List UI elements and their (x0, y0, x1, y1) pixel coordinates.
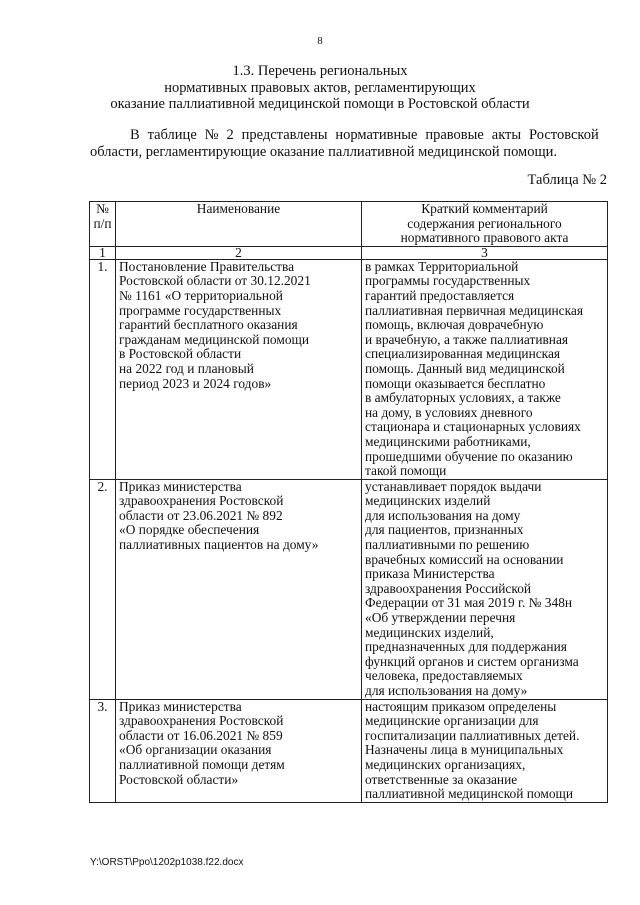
name-line: Приказ министерства (119, 698, 242, 714)
comment-line: помощь. Данный вид медицинской (365, 360, 565, 376)
index-cell: 1 (90, 246, 116, 259)
comment-line: настоящим приказом определены (365, 698, 557, 714)
acts-table (89, 201, 608, 803)
comment-line: помощь, включая доврачебную (365, 317, 544, 333)
comment-line: медицинских организациях, (365, 756, 526, 772)
row-comment-cell (362, 479, 608, 699)
name-line: здравоохранения Ростовской (119, 713, 284, 729)
comment-line: программы государственных (365, 273, 531, 289)
heading-line: нормативных правовых актов, регламентирующих (164, 79, 476, 96)
intro-line: области, регламентирующие оказание паллиативной медицинской помощи. (90, 144, 558, 160)
name-line: «О порядке обеспечения (119, 522, 260, 538)
name-line: паллиативной помощи детям (119, 756, 285, 772)
name-line: на 2022 год и плановый (119, 360, 254, 376)
table-index-row (90, 246, 608, 259)
name-line: Приказ министерства (119, 478, 242, 494)
header-comment-cell (362, 202, 608, 247)
row-comment-cell (362, 699, 608, 802)
name-line: «Об организации оказания (119, 742, 272, 758)
name-line: Постановление Правительства (119, 258, 295, 274)
name-line: паллиативных пациентов на дому» (119, 537, 319, 553)
comment-line: прошедшими обучение по оказанию (365, 448, 573, 464)
row-number-cell: 2. (90, 479, 116, 699)
comment-line: такой помощи (365, 463, 447, 479)
comment-line: и врачебную, а также паллиативная (365, 331, 569, 347)
table-header-row (90, 202, 608, 247)
name-line: программе государственных (119, 302, 282, 318)
header-num-cell (90, 202, 116, 247)
file-path-footer: Y:\ORST\Ppo\1202p1038.f22.docx (90, 857, 244, 868)
page-number: 8 (317, 35, 323, 47)
comment-line: медицинских изделий, (365, 624, 494, 640)
header-name-cell: Наименование (116, 202, 362, 247)
name-line: № 1161 «О территориальной (119, 287, 283, 303)
row-number-cell: 1. (90, 259, 116, 479)
row-comment-cell (362, 259, 608, 479)
name-line: здравоохранения Ростовской (119, 493, 284, 509)
intro-paragraph (90, 127, 610, 161)
comment-line: для пациентов, признанных (365, 522, 524, 538)
comment-line: в амбулаторных условиях, а также (365, 390, 561, 406)
comment-line: госпитализации паллиативных детей. (365, 727, 580, 743)
name-line: гражданам медицинской помощи (119, 331, 310, 347)
comment-line: Назначены лица в муниципальных (365, 742, 564, 758)
comment-line: Федерации от 31 мая 2019 г. № 348н (365, 595, 573, 611)
comment-line: устанавливает порядок выдачи (365, 478, 542, 494)
comment-line: в рамках Территориальной (365, 258, 519, 274)
comment-line: ответственные за оказание (365, 771, 518, 787)
comment-line: врачебных комиссий на основании (365, 551, 564, 567)
comment-line: паллиативными по решению (365, 537, 530, 553)
header-num-line: п/п (93, 215, 112, 231)
name-line: период 2023 и 2024 годов» (119, 375, 272, 391)
comment-line: на дому, в условиях дневного (365, 404, 533, 420)
comment-line: для использования на дому» (365, 683, 528, 698)
section-heading (0, 63, 640, 113)
comment-line: медицинские организации для (365, 713, 539, 729)
table-row (90, 699, 608, 802)
header-comment-line: нормативного правового акта (400, 230, 569, 246)
table-row (90, 259, 608, 479)
index-cell: 3 (362, 246, 608, 259)
comment-line: паллиативной медицинской помощи (365, 786, 574, 802)
header-comment-line: содержания регионального (407, 215, 562, 231)
row-name-cell (116, 479, 362, 699)
comment-line: стационара и стационарных условиях (365, 419, 581, 435)
comment-line: специализированная медицинская (365, 346, 561, 362)
comment-line: «Об утверждении перечня (365, 610, 516, 626)
intro-line: В таблице № 2 представлены нормативные правовые акты Ростовской (130, 127, 599, 143)
row-number-cell: 3. (90, 699, 116, 802)
header-num-line: № (96, 201, 109, 216)
index-cell: 2 (116, 246, 362, 259)
name-line: области от 16.06.2021 № 859 (119, 727, 283, 743)
comment-line: медицинскими работниками, (365, 433, 531, 449)
comment-line: человека, предоставляемых (365, 668, 523, 684)
table-row (90, 479, 608, 699)
name-line: области от 23.06.2021 № 892 (119, 507, 283, 523)
comment-line: медицинских изделий (365, 493, 491, 509)
comment-line: помощи оказывается бесплатно (365, 375, 546, 391)
table-body (90, 259, 608, 802)
comment-line: предназначенных для поддержания (365, 639, 567, 655)
heading-line: оказание паллиативной медицинской помощи в Ростовской области (110, 96, 530, 112)
row-name-cell (116, 699, 362, 802)
comment-line: для использования на дому (365, 507, 521, 523)
comment-line: приказа Министерства (365, 566, 495, 582)
name-line: Ростовской области» (119, 771, 239, 787)
comment-line: гарантий предоставляется (365, 287, 515, 303)
name-line: Ростовской области от 30.12.2021 (119, 273, 311, 289)
heading-line: 1.3. Перечень региональных (232, 63, 408, 79)
comment-line: здравоохранения Российской (365, 580, 532, 596)
table-caption: Таблица № 2 (527, 172, 607, 188)
header-comment-line: Краткий комментарий (421, 201, 548, 216)
name-line: в Ростовской области (119, 346, 242, 362)
name-line: гарантий бесплатного оказания (119, 317, 298, 333)
row-name-cell (116, 259, 362, 479)
comment-line: функций органов и систем организма (365, 653, 579, 669)
comment-line: паллиативная первичная медицинская (365, 302, 584, 318)
